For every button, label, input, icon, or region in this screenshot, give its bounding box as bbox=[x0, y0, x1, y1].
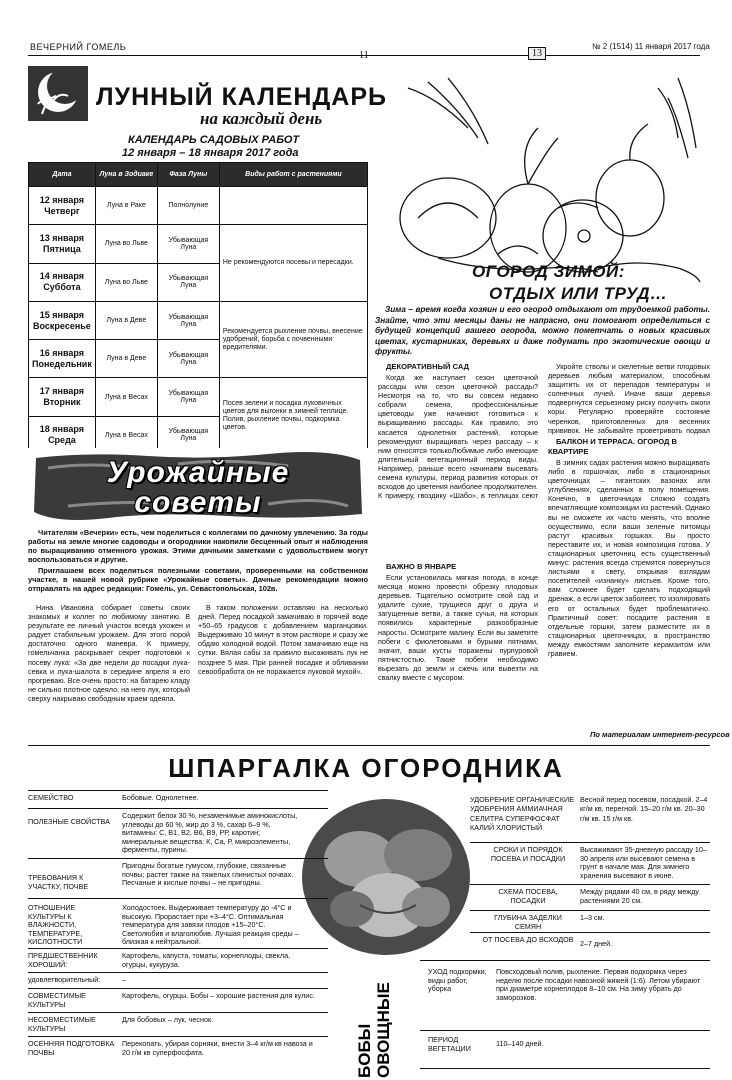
section-heading: ВАЖНО В ЯНВАРЕ bbox=[386, 562, 457, 571]
section-heading: ДЕКОРАТИВНЫЙ САД bbox=[386, 362, 470, 371]
col-header: Фаза Луны bbox=[157, 163, 219, 187]
row-divider bbox=[470, 910, 710, 911]
row-label: СХЕМА ПОСЕВА, ПОСАДКИ bbox=[498, 887, 558, 905]
crop-name-vertical bbox=[352, 930, 392, 1080]
row-value: Картофель, огурцы. Бобы – хорошие растения для кулис. bbox=[122, 991, 315, 1000]
row-zodiac: Луна во Льве bbox=[95, 225, 157, 263]
row-date: 13 января bbox=[39, 232, 85, 243]
table-row bbox=[29, 301, 368, 339]
garden-column-2b: В зимних садах растения можно выращивать либо в горшочках, либо в стационарных цветочницах – гигантских вазонах или углублениях, сделанных в полу помещения. Конечно, в цветочницах сложно создать впечатляющие композиции из растений. Однако вы не сможете их часто менять, что вполне осуществимо, если ваши зеленые питомцы растут красивых горшках. Вы просто переставите их, и новая композиция готова. У стационарных цветочниц есть существенный минус: растения всегда стремятся повернуться листьями к свету, открывая взглядам посетителей «изнанку» листьев. Кроме того, вам сложнее будет сделать подходящий дренаж, а если цветок заболеет, то изолировать его от остальных будет проблематично. Практичный совет: посадите растения в отдельные горшки, затем разместите их в стационарных цветочницах, а пространство между емкостями заполните керамзитом или гравием. bbox=[548, 458, 710, 658]
garden-column-1a: Когда же наступает сезон цветочной рассады или сезон цветочной рассады? Несмотря на то, что вы совсем недавно собрали семена, профессиональные цветоводы уже начинают готовиться к выращиванию рассады. Как правило, это касается однолетних растений, которые рекомендуют выращивать через рассаду – к ним относятся толькоЛюбимые либо имеющие длительный вегетационный период виды. Например, раньше всего начинаем высевать семена культуры, период развития которых от всходов до цветения наиболее продолжителен. К примеру, гвоздику «Шабо», в теплицах сеют bbox=[378, 373, 538, 500]
row-zodiac: Луна в Деве bbox=[95, 301, 157, 339]
row-works bbox=[219, 187, 367, 225]
row-zodiac: Луна во Льве bbox=[95, 263, 157, 301]
vegetables-illustration bbox=[378, 68, 704, 290]
row-date: 12 января bbox=[39, 194, 85, 205]
row-zodiac: Луна в Весах bbox=[95, 378, 157, 416]
issue-info: № 2 (1514) 11 января 2017 года bbox=[592, 42, 710, 51]
garden-column-1b: Если установилась мягкая погода, в конце месяца можно провести обрезку плодовых деревьев. Тщательно осмотрите свой сад и удалите сухие, трущиеся друг о друга и загущенные ветви, а также сучья, на которых появились характерные разкообразные наросты. Осмотрите малину. Если вы заметите побеги с фиолетовыми и бурыми пятнами, значит, ваши кусты поражены пурпуровой пятнистостью. Такие побеги необходимо вырезать до земли и сжечь или вывезти на свалку вместе с мусором. bbox=[378, 573, 538, 683]
row-date: 15 января bbox=[39, 309, 85, 320]
row-value: Картофель, капуста, томаты, корнеплоды, свекла, огурцы, кукуруза. bbox=[122, 951, 291, 969]
row-day: Вторник bbox=[43, 397, 81, 408]
row-label: СОВМЕСТИМЫЕ КУЛЬТУРЫ bbox=[28, 991, 86, 1009]
row-value: 110–140 дней. bbox=[496, 1039, 544, 1048]
tips-column-2: В таком положении оставляю на несколько дней. Перед посадкой замачиваю в горячей воде +50–65 градусов с добавлением марганцовки. Выдерживаю 10 минут в этом растворе и сразу же обдаю холодной водой. Потом замачиваю еще на сутки. Вялая сабы за правило высаживать лук не позднее 5 мая. При ранней посадке и обливании севообработа он не поражается луковой мухой». bbox=[198, 603, 368, 676]
row-zodiac: Луна в Деве bbox=[95, 340, 157, 378]
col-header: Виды работ с растениями bbox=[219, 163, 367, 187]
row-divider bbox=[28, 898, 328, 899]
garden-lead: Зима – время когда хозяин и его огород отдыхают от трудоемкой работы. Знайте, что эти месяцы даны не напрасно, они помогают определиться с будущей концепций вашего огорода, можно пометчать о новых красивых цветах, кустарниках, деревьях и даже подумать про экзотические овощи и фрукты. bbox=[375, 305, 710, 356]
row-zodiac: Луна в Раке bbox=[95, 187, 157, 225]
cheat-sheet-title: ШПАРГАЛКА ОГОРОДНИКА bbox=[168, 753, 564, 783]
row-phase: Полнолуние bbox=[157, 187, 219, 225]
row-divider bbox=[28, 858, 328, 859]
source-note: По материалам интернет-ресурсов bbox=[590, 730, 730, 739]
moon-plant-logo bbox=[28, 66, 88, 121]
row-label: НЕСОВМЕСТИМЫЕ КУЛЬТУРЫ bbox=[28, 1015, 96, 1033]
row-label: УДОБРЕНИЕ ОРГАНИЧЕСКИЕ УДОБРЕНИЯ АММИАЧНАЯ СЕЛИТРА СУПЕРФОСФАТ КАЛИЙ ХЛОРИСТЫЙ bbox=[470, 795, 575, 832]
row-value: Весной перед посевом, посадкой. 2–4 кг/м кв, перегной. 15–20 г/м кв. 20–30 г/м кв. 15 г/м кв. bbox=[580, 795, 708, 823]
section-divider bbox=[28, 745, 710, 746]
row-label: ГЛУБИНА ЗАДЕЛКИ СЕМЯН bbox=[494, 913, 562, 931]
row-label: ПЕРИОД ВЕГЕТАЦИИ bbox=[428, 1035, 471, 1053]
calendar-heading: КАЛЕНДАРЬ САДОВЫХ РАБОТ bbox=[128, 134, 300, 146]
row-works: Посев зелени и посадка луковичных цветов для выгонки в зимней теплице. Полив, рыхление почвы, подкормка цветов. bbox=[219, 378, 367, 455]
row-label: ПОЛЕЗНЫЕ СВОЙСТВА bbox=[28, 817, 110, 826]
row-value: Перекопать, убирая сорняки, внести 3–4 кг/м кв навоза и 20 г/м кв суперфосфата. bbox=[122, 1039, 313, 1057]
page-number-left: 11 bbox=[359, 50, 369, 61]
garden-column-2a: Укройте стволы и скелетные ветви плодовых деревьев любым материалом, способным защитить их от перепадов температуры и солнечных лучей. Иначе ваши деревья подвергнутся серьезному риску получить ожоги коры. Регулярно проверяйте состояние черенков, приготовленных для весенних прививок. Не забывайте проветривать подвал bbox=[548, 362, 710, 435]
row-value: Между рядами 40 см, в ряду между растениями 20 см. bbox=[580, 887, 699, 905]
garden-title-line1: ОГОРОД ЗИМОЙ: bbox=[472, 262, 625, 281]
row-label: ОСЕННЯЯ ПОДГОТОВКА ПОЧВЫ bbox=[28, 1039, 115, 1057]
row-label: ТРЕБОВАНИЯ К УЧАСТКУ, ПОЧВЕ bbox=[28, 873, 89, 891]
row-divider bbox=[470, 932, 710, 933]
harvest-tips-title: Урожайные советы bbox=[106, 456, 290, 519]
tips-column-1: Нина Ивановна собирает советы своих знакомых и коллег по любимому занятию. В результате ее личный участок всегда ухожен и радует стабильным урожаем. Для этого порой достаточно одного маневра. К примеру, гомельчанка раскрывает секрет подготовки к посеву лука: «За две недели до посадки лука-севка и лука-шалота в середине апреля я его прогреваю. Все очень просто: на батарею кладу не сильно плотное одеяло, на него лук, который сверху накрываю свободным краем одеяла. bbox=[28, 603, 190, 703]
row-value: Холодостоек. Выдерживает температуру до -4°С и высокую. Прорастает при +3–4°С. Оптимальная температура для завязи плодов +15–20°С. Светолюбив и влаголюбив. Лучшая реакция среды – близкая к нейтральной. bbox=[122, 903, 299, 946]
row-day: Воскресенье bbox=[33, 320, 91, 331]
row-works: Рекомендуется рыхление почвы, внесение удобрений, борьба с почвенными вредителями. bbox=[219, 301, 367, 378]
row-phase: Убывающая Луна bbox=[157, 416, 219, 454]
newspaper-name: ВЕЧЕРНИЙ ГОМЕЛЬ bbox=[30, 42, 127, 52]
row-day: Понедельник bbox=[32, 358, 92, 369]
row-phase: Убывающая Луна bbox=[157, 301, 219, 339]
section-heading: БАЛКОН И ТЕРРАСА. ОГОРОД В КВАРТИРЕ bbox=[548, 437, 678, 456]
row-date: 18 января bbox=[39, 424, 85, 435]
row-phase: Убывающая Луна bbox=[157, 263, 219, 301]
row-day: Четверг bbox=[44, 205, 80, 216]
row-label: СЕМЕЙСТВО bbox=[28, 793, 74, 802]
row-label: ПРЕДШЕСТВЕННИК ХОРОШИЙ: bbox=[28, 951, 98, 969]
table-row bbox=[29, 187, 368, 225]
row-day: Пятница bbox=[43, 243, 81, 254]
crop-name-word1: БОБЫ bbox=[355, 1023, 374, 1078]
row-value: Бобовые. Однолетнее. bbox=[122, 793, 199, 802]
row-value: 2–7 дней. bbox=[580, 939, 613, 948]
table-row bbox=[29, 225, 368, 263]
col-header: Дата bbox=[29, 163, 96, 187]
table-row bbox=[29, 378, 368, 416]
row-value: – bbox=[122, 975, 126, 984]
tips-intro: Читателям «Вечерки» есть, чем поделиться с коллегами по дачному увлечению. За годы работы на земле многие садоводы и огородники накопили бесценный опыт и наблюдения по выращиванию отменного урожая. Этими дачными заметками с удовольствием могут воспользоваться и другие. bbox=[28, 528, 368, 564]
row-divider bbox=[28, 808, 328, 809]
row-date: 17 января bbox=[39, 386, 85, 397]
row-divider bbox=[420, 1068, 710, 1069]
row-day: Суббота bbox=[43, 282, 81, 293]
calendar-dates: 12 января – 18 января 2017 года bbox=[122, 147, 299, 159]
row-divider bbox=[470, 884, 710, 885]
row-label: ОТ ПОСЕВА ДО ВСХОДОВ bbox=[482, 935, 574, 944]
row-divider bbox=[420, 1030, 710, 1031]
garden-title-line2: ОТДЫХ ИЛИ ТРУД… bbox=[489, 284, 668, 303]
row-day: Среда bbox=[48, 435, 76, 446]
lunar-calendar-subtitle: на каждый день bbox=[200, 109, 323, 128]
row-value: Для бобовых – лук, чеснок. bbox=[122, 1015, 214, 1024]
row-divider bbox=[470, 842, 710, 843]
row-phase: Убывающая Луна bbox=[157, 378, 219, 416]
row-divider bbox=[28, 988, 328, 989]
row-label: удовлетворительный: bbox=[28, 975, 101, 984]
row-value: Повсходовый полив, рыхление. Первая подкормка через неделю после посадки навозной жижей (1:6). Летом убирают при диаметре корнеплодов 8–10 см. На зиму убрать до заморозков. bbox=[496, 967, 701, 1002]
row-divider bbox=[28, 972, 328, 973]
row-phase: Убывающая Луна bbox=[157, 340, 219, 378]
lunar-calendar-title: ЛУННЫЙ КАЛЕНДАРЬ bbox=[96, 83, 387, 111]
row-value: Высаживают 35-дневную рассаду 10–30 апреля или высевают семена в грунт в начале мая. Для зимнего хранения высевают в июне. bbox=[580, 845, 707, 880]
row-date: 14 января bbox=[39, 271, 85, 282]
row-date: 16 января bbox=[39, 347, 85, 358]
row-value: Содержит белок 30 %, незаменимые аминокислоты, углеводы до 60 %, жир до 3 %, сахар 6–9 %, витамины: С, В1, В2, В6, В9, РР, каротин; минеральные вещества: К, Са, Р, микроэлементы, ферменты, пурины. bbox=[122, 811, 298, 854]
row-divider bbox=[28, 1012, 328, 1013]
row-label: УХОД подкормки, виды работ, уборка bbox=[428, 967, 487, 993]
row-label: СРОКИ И ПОРЯДОК ПОСЕВА И ПОСАДКИ bbox=[490, 845, 566, 863]
row-works: Не рекомендуются посевы и пересадки. bbox=[219, 225, 367, 302]
col-header: Луна в Зодиаке bbox=[95, 163, 157, 187]
tips-invitation: Приглашаем всех поделиться полезными советами, проверенными на собственном участке, в нашей новой рубрике «Урожайные советы». Дачные рекомендации можно отправлять на адрес редакции: Гомель, ул. Севастопольская, 102в. bbox=[28, 566, 368, 593]
row-phase: Убывающая Луна bbox=[157, 225, 219, 263]
row-label: ОТНОШЕНИЕ КУЛЬТУРЫ К ВЛАЖНОСТИ, ТЕМПЕРАТУРЕ, КИСЛОТНОСТИ bbox=[28, 903, 83, 946]
row-divider bbox=[28, 1036, 328, 1037]
row-divider bbox=[28, 790, 328, 791]
row-divider bbox=[28, 948, 328, 949]
row-value: 1–3 см. bbox=[580, 913, 605, 922]
row-value: Пригодны богатые гумусом, глубокие, связанные почвы; растет также на тяжелых глинистых почвах. Песчаные и кислые почвы – не пригодны. bbox=[122, 861, 294, 887]
page-number-right: 13 bbox=[528, 47, 546, 60]
row-zodiac: Луна в Весах bbox=[95, 416, 157, 454]
crop-name-word2: ОВОЩНЫЕ bbox=[374, 982, 392, 1078]
lunar-calendar-table bbox=[28, 162, 368, 455]
row-divider bbox=[420, 960, 710, 961]
